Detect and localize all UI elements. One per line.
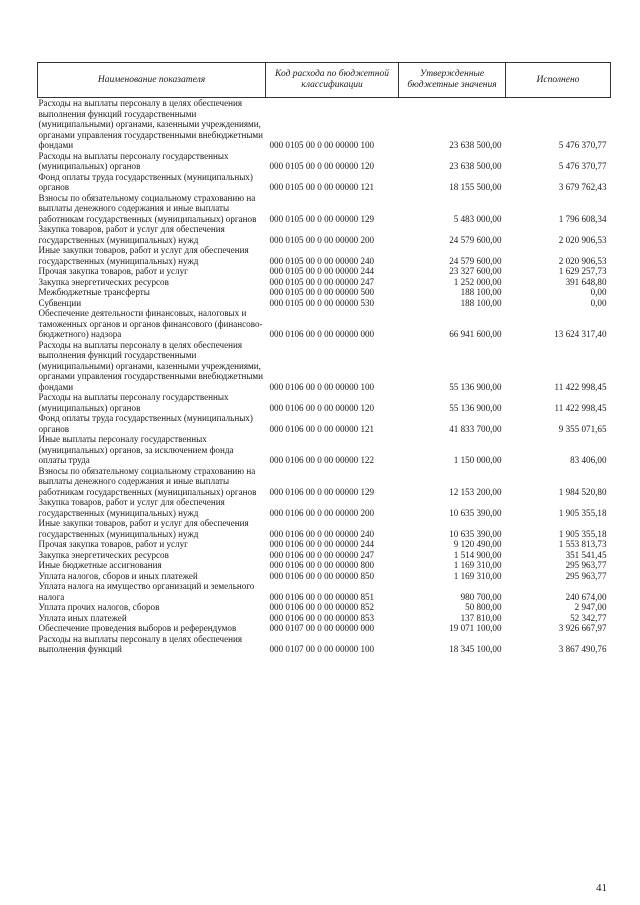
approved-value-cell: 24 579 600,00 (449, 234, 502, 245)
table-row (38, 298, 611, 309)
table-row (38, 518, 611, 539)
executed-value-cell: 0,00 (590, 287, 607, 297)
indicator-name-cell: Уплата прочих налогов, сборов (38, 602, 160, 612)
expense-code-cell: 000 0105 00 0 00 00000 200 (269, 234, 375, 245)
executed-value-cell: 1 905 355,18 (558, 528, 607, 539)
approved-value-cell: 1 514 900,00 (453, 549, 502, 560)
approved-value-cell: 55 136 900,00 (449, 381, 502, 392)
approved-value-cell: 1 169 310,00 (453, 560, 502, 570)
executed-value-cell: 3 679 762,43 (558, 182, 607, 192)
table-row (38, 151, 611, 172)
expense-code-cell: 000 0105 00 0 00 00000 120 (269, 161, 375, 171)
table-row (38, 434, 611, 466)
approved-value-cell: 18 155 500,00 (449, 182, 502, 192)
table-header (38, 63, 611, 98)
table-row (38, 497, 611, 518)
expense-code-cell: 000 0105 00 0 00 00000 240 (269, 255, 375, 266)
executed-value-cell: 295 963,77 (565, 570, 607, 581)
executed-value-cell: 52 342,77 (570, 612, 607, 623)
executed-value-cell: 2 020 906,53 (558, 234, 607, 245)
table-row (38, 581, 611, 602)
expense-code-cell: 000 0106 00 0 00 00000 853 (269, 612, 375, 623)
indicator-name-cell: Фонд оплаты труда государственных (муниципальных) органов (38, 413, 253, 434)
expense-code-cell: 000 0106 00 0 00 00000 240 (269, 528, 375, 539)
approved-value-cell: 18 345 100,00 (449, 644, 502, 654)
expense-code-cell: 000 0106 00 0 00 00000 852 (269, 602, 375, 612)
expense-code-cell: 000 0106 00 0 00 00000 800 (269, 560, 375, 570)
indicator-name-cell: Расходы на выплаты персоналу в целях обеспечения выполнения функций (38, 633, 243, 654)
approved-value-cell: 980 700,00 (460, 591, 502, 602)
indicator-name-cell: Иные бюджетные ассигнования (38, 560, 162, 570)
approved-value-cell: 66 941 600,00 (449, 329, 502, 339)
executed-value-cell: 240 674,00 (565, 591, 607, 602)
approved-value-cell: 1 169 310,00 (453, 570, 502, 581)
expense-code-cell: 000 0105 00 0 00 00000 129 (269, 213, 375, 224)
executed-value-cell: 2 947,00 (574, 602, 607, 612)
approved-value-cell: 23 638 500,00 (449, 161, 502, 171)
expense-code-cell: 000 0106 00 0 00 00000 100 (269, 381, 375, 392)
approved-value-cell: 23 327 600,00 (449, 266, 502, 276)
indicator-name-cell: Расходы на выплаты персоналу государственных (муниципальных) органов (38, 392, 229, 413)
expense-code-cell: 000 0106 00 0 00 00000 120 (269, 402, 375, 413)
table-row (38, 172, 611, 193)
table-row (38, 623, 611, 634)
table-row (38, 560, 611, 571)
expense-code-cell: 000 0105 00 0 00 00000 530 (269, 297, 375, 308)
table-row (38, 340, 611, 393)
approved-value-cell: 55 136 900,00 (449, 402, 502, 413)
executed-value-cell: 5 476 370,77 (558, 161, 607, 171)
table-row (38, 287, 611, 298)
indicator-name-cell: Уплата иных платежей (38, 612, 127, 623)
approved-value-cell: 137 810,00 (460, 612, 502, 623)
header-expense-code: Код расхода по бюджетной классификации (266, 63, 399, 98)
table-row (38, 634, 611, 655)
expense-code-cell: 000 0106 00 0 00 00000 247 (269, 549, 375, 560)
expense-code-cell: 000 0105 00 0 00 00000 100 (269, 140, 375, 150)
indicator-name-cell: Межбюджетные трансферты (38, 287, 150, 297)
executed-value-cell: 1 553 813,73 (558, 539, 607, 549)
table-row (38, 308, 611, 340)
indicator-name-cell: Иные закупки товаров, работ и услуг для обеспечения государственных (муниципальных) нужд (38, 245, 249, 266)
indicator-name-cell: Расходы на выплаты персоналу в целях обеспечения выполнения функций государственными (муниципальными) органами, казенными учреждениями, органами управления государственными внебюджетными фондами (38, 98, 264, 150)
expense-code-cell: 000 0106 00 0 00 00000 122 (269, 455, 375, 465)
executed-value-cell: 295 963,77 (565, 560, 607, 570)
expense-code-cell: 000 0105 00 0 00 00000 247 (269, 276, 375, 287)
table-row (38, 98, 611, 151)
table-row (38, 266, 611, 277)
expense-code-cell: 000 0105 00 0 00 00000 500 (269, 287, 375, 297)
executed-value-cell: 1 984 520,80 (558, 486, 607, 497)
approved-value-cell: 12 153 200,00 (449, 486, 502, 497)
table-row (38, 550, 611, 561)
approved-value-cell: 5 483 000,00 (453, 213, 502, 224)
expense-code-cell: 000 0106 00 0 00 00000 200 (269, 507, 375, 518)
executed-value-cell: 83 406,00 (570, 455, 607, 465)
executed-value-cell: 1 629 257,73 (558, 266, 607, 276)
indicator-name-cell: Закупка энергетических ресурсов (38, 549, 169, 560)
indicator-name-cell: Обеспечение деятельности финансовых, налоговых и таможенных органов и органов финансового (финансово-бюджетного) надзора (38, 308, 263, 339)
expense-code-cell: 000 0106 00 0 00 00000 244 (269, 539, 375, 549)
indicator-name-cell: Закупка товаров, работ и услуг для обеспечения государственных (муниципальных) нужд (38, 497, 225, 518)
table-row (38, 571, 611, 582)
header-indicator-name: Наименование показателя (38, 63, 266, 98)
executed-value-cell: 5 476 370,77 (558, 140, 607, 150)
executed-value-cell: 9 355 071,65 (558, 423, 607, 434)
expense-code-cell: 000 0106 00 0 00 00000 851 (269, 591, 375, 602)
executed-value-cell: 1 796 608,34 (558, 213, 607, 224)
table-row (38, 193, 611, 225)
executed-value-cell: 391 648,80 (565, 276, 607, 287)
table-row (38, 466, 611, 498)
approved-value-cell: 188 100,00 (460, 287, 502, 297)
indicator-name-cell: Иные закупки товаров, работ и услуг для обеспечения государственных (муниципальных) нужд (38, 518, 249, 539)
approved-value-cell: 188 100,00 (460, 297, 502, 308)
expense-code-cell: 000 0106 00 0 00 00000 129 (269, 486, 375, 497)
executed-value-cell: 3 926 667,97 (558, 623, 607, 633)
approved-value-cell: 10 635 390,00 (449, 528, 502, 539)
approved-value-cell: 19 071 100,00 (449, 623, 502, 633)
expense-code-cell: 000 0106 00 0 00 00000 000 (269, 329, 375, 339)
approved-value-cell: 10 635 390,00 (449, 507, 502, 518)
expense-code-cell: 000 0105 00 0 00 00000 244 (269, 266, 375, 276)
approved-value-cell: 41 833 700,00 (449, 423, 502, 434)
executed-value-cell: 13 624 317,40 (554, 329, 607, 339)
indicator-name-cell: Иные выплаты персоналу государственных (муниципальных) органов, за исключением фонда оплаты труда (38, 434, 234, 465)
executed-value-cell: 11 422 998,45 (554, 402, 607, 413)
approved-value-cell: 23 638 500,00 (449, 140, 502, 150)
executed-value-cell: 2 020 906,53 (558, 255, 607, 266)
indicator-name-cell: Обеспечение проведения выборов и референдумов (38, 623, 237, 633)
indicator-name-cell: Фонд оплаты труда государственных (муниципальных) органов (38, 171, 253, 192)
table-row (38, 613, 611, 624)
approved-value-cell: 1 252 000,00 (453, 276, 502, 287)
table-row (38, 602, 611, 613)
executed-value-cell: 351 541,45 (565, 549, 607, 560)
page-number: 41 (596, 882, 607, 894)
approved-value-cell: 24 579 600,00 (449, 255, 502, 266)
indicator-name-cell: Уплата налогов, сборов и иных платежей (38, 570, 198, 581)
indicator-name-cell: Взносы по обязательному социальному страхованию на выплаты денежного содержания и иные выплаты работникам государственных (муниципальных) органов (38, 192, 257, 224)
budget-execution-table (37, 62, 611, 655)
expense-code-cell: 000 0106 00 0 00 00000 850 (269, 570, 375, 581)
table-row (38, 539, 611, 550)
indicator-name-cell: Закупка товаров, работ и услуг для обеспечения государственных (муниципальных) нужд (38, 224, 225, 245)
indicator-name-cell: Прочая закупка товаров, работ и услуг (38, 266, 188, 276)
expense-code-cell: 000 0107 00 0 00 00000 000 (269, 623, 375, 633)
executed-value-cell: 1 905 355,18 (558, 507, 607, 518)
header-approved-values: Утвержденные бюджетные значения (399, 63, 506, 98)
indicator-name-cell: Субвенции (38, 297, 82, 308)
indicator-name-cell: Прочая закупка товаров, работ и услуг (38, 539, 188, 549)
approved-value-cell: 9 120 490,00 (453, 539, 502, 549)
indicator-name-cell: Уплата налога на имущество организаций и земельного налога (38, 581, 255, 602)
table-row (38, 392, 611, 413)
approved-value-cell: 50 800,00 (465, 602, 502, 612)
indicator-name-cell: Расходы на выплаты персоналу государственных (муниципальных) органов (38, 150, 229, 171)
table-body (38, 98, 611, 655)
indicator-name-cell: Расходы на выплаты персоналу в целях обеспечения выполнения функций государственными (муниципальными) органами, казенными учреждениями, органами управления государственными внебюджетными фондами (38, 339, 264, 392)
executed-value-cell: 11 422 998,45 (554, 381, 607, 392)
approved-value-cell: 1 150 000,00 (453, 455, 502, 465)
indicator-name-cell: Взносы по обязательному социальному страхованию на выплаты денежного содержания и иные выплаты работникам государственных (муниципальных) органов (38, 465, 257, 497)
indicator-name-cell: Закупка энергетических ресурсов (38, 276, 169, 287)
header-executed: Исполнено (506, 63, 611, 98)
expense-code-cell: 000 0107 00 0 00 00000 100 (269, 644, 375, 654)
executed-value-cell: 0,00 (590, 297, 607, 308)
executed-value-cell: 3 867 490,76 (558, 644, 607, 654)
expense-code-cell: 000 0106 00 0 00 00000 121 (269, 423, 375, 434)
table-row (38, 245, 611, 266)
table-row (38, 413, 611, 434)
expense-code-cell: 000 0105 00 0 00 00000 121 (269, 182, 375, 192)
table-row (38, 224, 611, 245)
table-row (38, 277, 611, 288)
